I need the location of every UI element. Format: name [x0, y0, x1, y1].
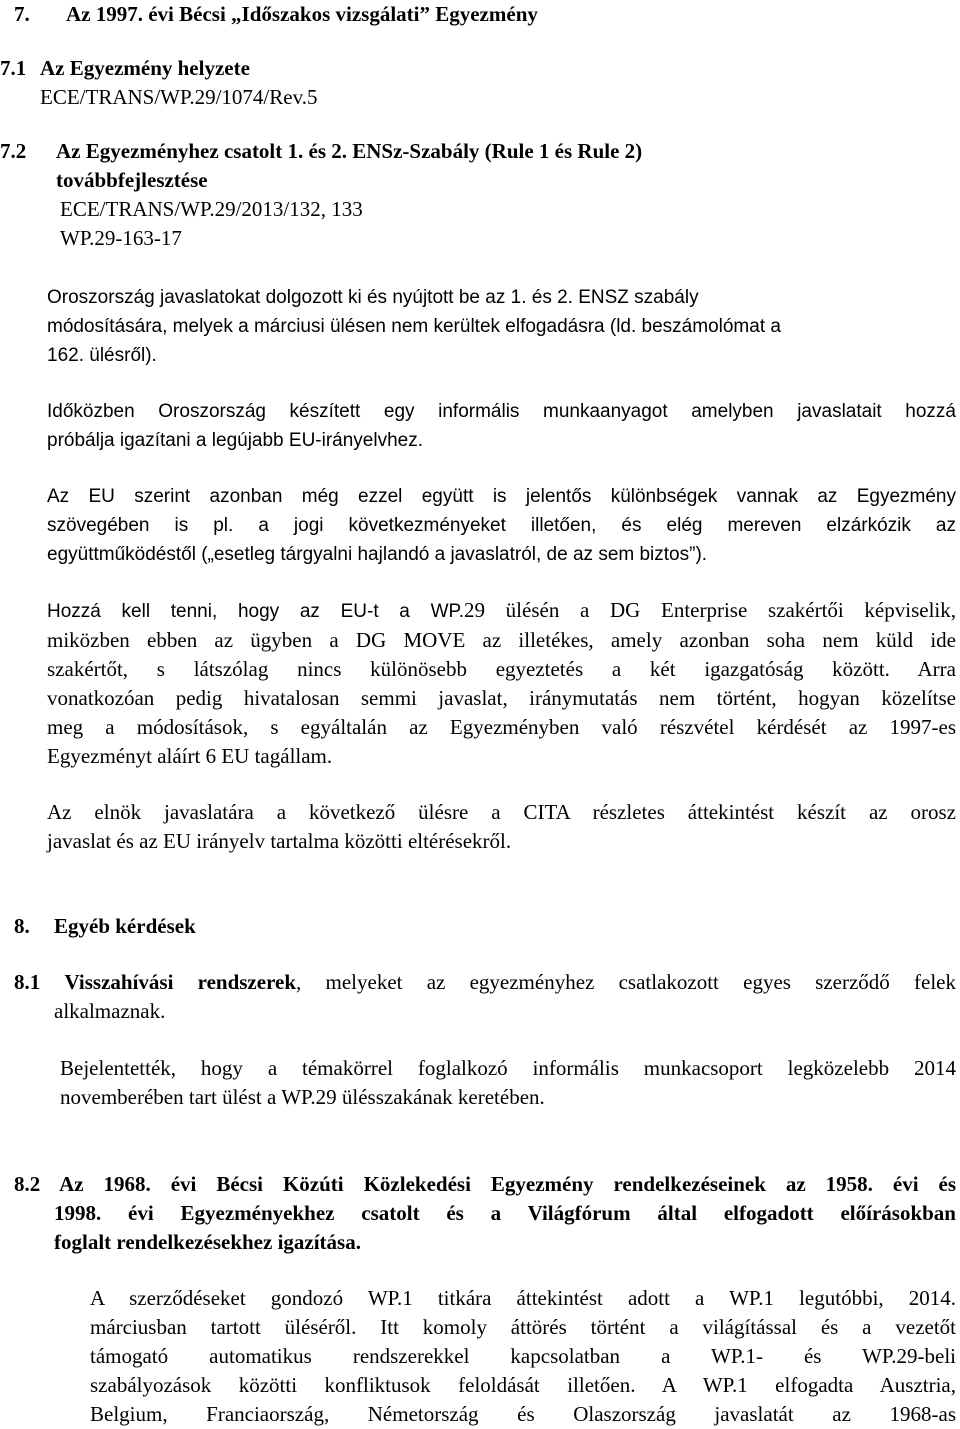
paragraph-line	[14, 968, 956, 997]
section-7-2-title-line2: továbbfejlesztése	[56, 168, 208, 192]
paragraph-line: miközben ebben az ügyben a DG MOVE az illetékes, amely azonban soha nem küld ide	[47, 628, 956, 652]
paragraph-line-text: Arra	[917, 657, 956, 681]
section-7-1-reference: ECE/TRANS/WP.29/1074/Rev.5	[40, 85, 318, 109]
section-8-2-number: 8.2	[14, 1172, 41, 1196]
section-7-1-number: 7.1	[0, 56, 27, 80]
paragraph-wp1-overview	[90, 1284, 956, 1429]
paragraph-line: javaslat és az EU irányelv tartalma közötti eltérésekről.	[47, 829, 512, 853]
paragraph-informal-document	[47, 397, 956, 455]
section-8-1-title-rest: , melyeket az egyezményhez csatlakozott egyes szerződő felek	[296, 970, 957, 994]
paragraph-russia-proposals	[47, 283, 915, 370]
section-7-2-number: 7.2	[0, 139, 27, 163]
paragraph-line: 162. ülésről).	[47, 345, 157, 366]
paragraph-line: meg a módosítások, s egyáltalán az Egyezményben való részvétel kérdését az 1997-es	[47, 715, 956, 739]
section-7-2-heading	[0, 137, 642, 166]
paragraph-line: szövegében is pl. a jogi következményeket illetően, és elég mereven elzárkózik az	[47, 515, 956, 536]
paragraph-recall-working-group	[60, 1054, 956, 1112]
section-7-1-title: Az Egyezmény helyzete	[40, 56, 250, 80]
paragraph-line: alkalmaznak.	[54, 999, 166, 1023]
paragraph-line: Az elnök javaslatára a következő ülésre a CITA részletes áttekintést készít az orosz	[47, 800, 956, 824]
section-8-1-title: Visszahívási rendszerek	[64, 970, 297, 994]
section-7-1-heading	[0, 54, 250, 83]
paragraph-cita-overview	[47, 798, 956, 856]
paragraph-line: Oroszország javaslatokat dolgozott ki és nyújtott be az 1. és 2. ENSZ szabály	[47, 287, 699, 308]
section-7-title: Az 1997. évi Bécsi „Időszakos vizsgálati” Egyezmény	[66, 2, 538, 26]
paragraph-line: Egyezményt aláírt 6 EU tagállam.	[47, 744, 333, 768]
section-7-2-reference-2: WP.29-163-17	[60, 226, 182, 250]
paragraph-line: Bejelentették, hogy a témakörrel foglalkozó informális munkacsoport legközelebb 2014	[60, 1056, 956, 1080]
paragraph-line: próbálja igazítani a legújabb EU-irányelvhez.	[47, 430, 424, 451]
section-8-heading	[14, 912, 196, 941]
section-8-2-title-line1: Az 1968. évi Bécsi Közúti Közlekedési Egyezmény rendelkezéseinek az 1958. évi és	[59, 1172, 957, 1196]
paragraph-line: támogató automatikus rendszerekkel kapcsolatban a WP.1- és WP.29-beli	[90, 1344, 956, 1368]
paragraph-line: A szerződéseket gondozó WP.1 titkára áttekintést adott a WP.1 legutóbbi, 2014.	[90, 1286, 956, 1310]
section-8-1-heading	[14, 968, 956, 1026]
paragraph-line: foglalt rendelkezésekhez igazítása.	[54, 1230, 361, 1254]
paragraph-line: novemberében tart ülést a WP.29 ülésszakának keretében.	[60, 1085, 545, 1109]
paragraph-line: együttműködéstől („esetleg tárgyalni hajlandó a javaslatról, de az sem biztos”).	[47, 544, 708, 565]
paragraph-line	[14, 1170, 956, 1199]
paragraph-line: módosítására, melyek a márciusi ülésen nem kerültek elfogadásra (ld. beszámolómat a	[47, 316, 781, 337]
section-7-2-reference-1: ECE/TRANS/WP.29/2013/132, 133	[60, 197, 363, 221]
section-8-number: 8.	[14, 914, 30, 938]
section-7-2-title-line1: Az Egyezményhez csatolt 1. és 2. ENSz-Szabály (Rule 1 és Rule 2)	[56, 139, 643, 163]
paragraph-line: szabályozások közötti konfliktusok feloldását illetően. A WP.1 elfogadta Ausztria,	[90, 1373, 956, 1397]
paragraph-line: márciusban tartott üléséről. Itt komoly áttörés történt a világítással és a vezetőt	[90, 1315, 956, 1339]
paragraph-line	[47, 596, 956, 626]
paragraph-line-text: szakértőt, s látszólag nincs különösebb egyeztetés a két igazgatóság között.	[47, 657, 890, 681]
paragraph-line-sans-part: Hozzá kell tenni, hogy az EU-t a WP.	[47, 601, 465, 622]
section-8-1-number: 8.1	[14, 970, 41, 994]
paragraph-line: Belgium, Franciaország, Németország és Olaszország javaslatát az 1968-as	[90, 1402, 956, 1426]
paragraph-line-serif-part: 29 ülésén a DG Enterprise szakértői képviselik,	[464, 598, 956, 622]
paragraph-dg-enterprise	[47, 596, 956, 771]
section-8-2-heading	[14, 1170, 956, 1257]
section-8-title: Egyéb kérdések	[54, 914, 196, 938]
section-7-heading	[14, 0, 538, 29]
paragraph-line: vonatkozóan pedig hivatalosan semmi javaslat, iránymutatás nem történt, hogyan közelítse	[47, 686, 956, 710]
paragraph-line: 1998. évi Egyezményekhez csatolt és a Világfórum által elfogadott előírásokban	[54, 1201, 956, 1225]
paragraph-line: Az EU szerint azonban még ezzel együtt is jelentős különbségek vannak az Egyezmény	[47, 486, 956, 507]
paragraph-line: Időközben Oroszország készített egy informális munkaanyagot amelyben javaslatait hozzá	[47, 401, 956, 422]
section-7-number: 7.	[14, 2, 30, 26]
paragraph-line	[47, 655, 956, 684]
paragraph-eu-position	[47, 482, 956, 569]
